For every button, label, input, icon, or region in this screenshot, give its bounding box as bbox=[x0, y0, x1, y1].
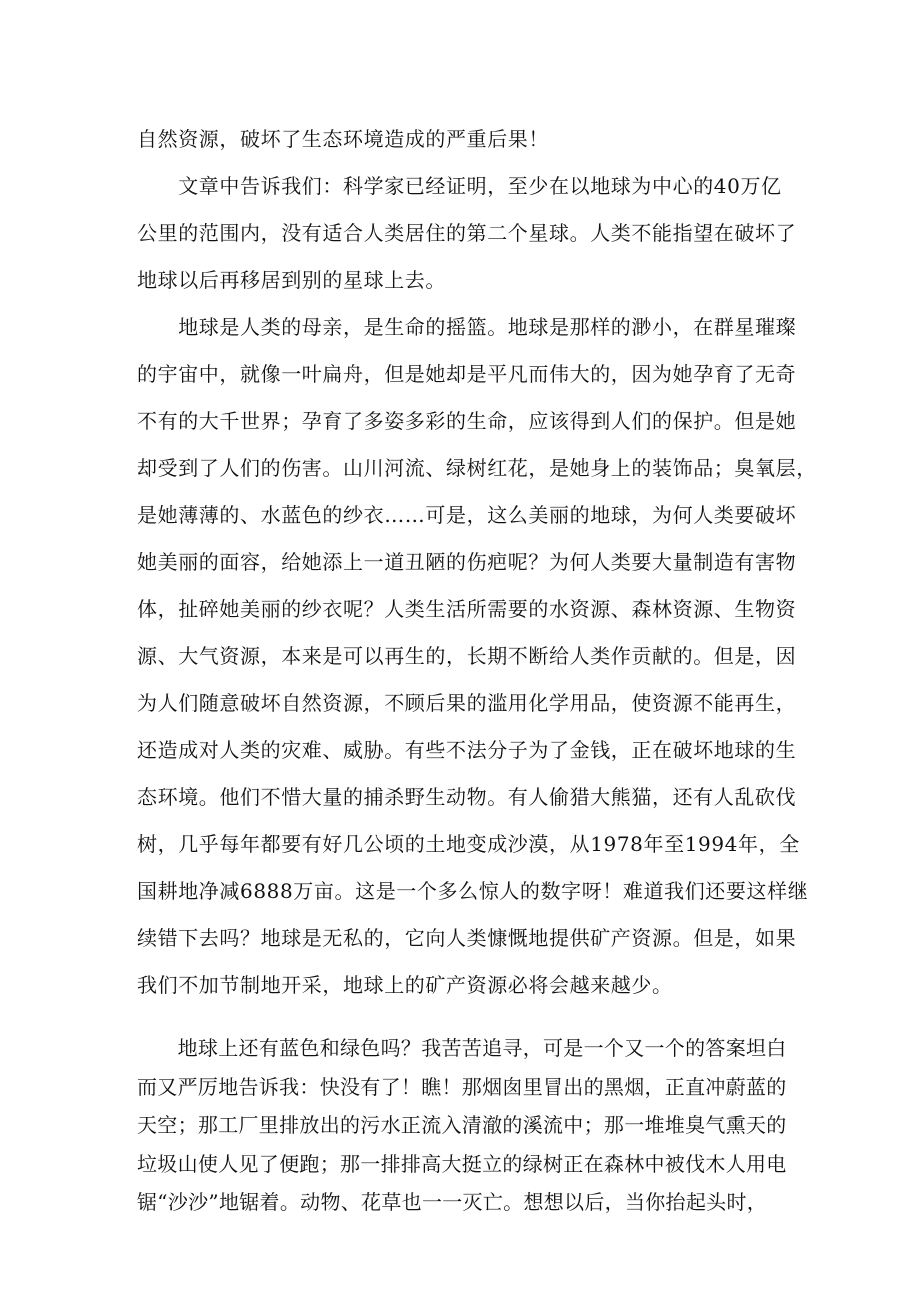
text-line: 国耕地净减6888万亩。这是一个多么惊人的数字呀！难道我们还要这样继 bbox=[137, 879, 809, 903]
text-line: 还造成对人类的灾难、威胁。有些不法分子为了金钱，正在破坏地球的生 bbox=[137, 738, 797, 762]
text-line: 公里的范围内，没有适合人类居住的第二个星球。人类不能指望在破坏了 bbox=[137, 221, 797, 245]
text-line: 而又严厉地告诉我：快没有了！瞧！那烟囱里冒出的黑烟，正直冲蔚蓝的 bbox=[137, 1074, 787, 1099]
paragraph-3 bbox=[137, 304, 817, 1009]
text-line: 是她薄薄的、水蓝色的纱衣……可是，这么美丽的地球，为何人类要破坏 bbox=[137, 503, 797, 527]
text-line: 地球上还有蓝色和绿色吗？我苦苦追寻，可是一个又一个的答案坦白 bbox=[137, 1036, 787, 1060]
text-line: 为人们随意破坏自然资源，不顾后果的滥用化学用品，使资源不能再生， bbox=[137, 691, 797, 715]
text-line: 地球以后再移居到别的星球上去。 bbox=[137, 268, 446, 292]
paragraph-4 bbox=[137, 1029, 797, 1222]
text-line: 锯“沙沙”地锯着。动物、花草也一一灭亡。想想以后，当你抬起头时， bbox=[137, 1190, 768, 1214]
text-line: 自然资源，破坏了生态环境造成的严重后果！ bbox=[137, 127, 549, 151]
text-line: 体，扯碎她美丽的纱衣呢？人类生活所需要的水资源、森林资源、生物资 bbox=[137, 597, 797, 621]
text-line: 不有的大千世界；孕育了多姿多彩的生命，应该得到人们的保护。但是她 bbox=[137, 409, 797, 433]
text-line: 的宇宙中，就像一叶扁舟，但是她却是平凡而伟大的，因为她孕育了无奇 bbox=[137, 362, 797, 386]
text-line: 垃圾山使人见了便跑；那一排排高大挺立的绿树正在森林中被伐木人用电 bbox=[137, 1151, 787, 1176]
text-line: 文章中告诉我们：科学家已经证明，至少在以地球为中心的40万亿 bbox=[137, 174, 782, 198]
text-line: 天空；那工厂里排放出的污水正流入清澈的溪流中；那一堆堆臭气熏天的 bbox=[137, 1113, 787, 1137]
text-line: 却受到了人们的伤害。山川河流、绿树红花，是她身上的装饰品；臭氧层， bbox=[137, 456, 817, 480]
text-line: 源、大气资源，本来是可以再生的，长期不断给人类作贡献的。但是，因 bbox=[137, 644, 797, 668]
paragraph-1 bbox=[137, 116, 797, 163]
paragraph-2 bbox=[137, 163, 797, 304]
text-line: 续错下去吗？地球是无私的，它向人类慷慨地提供矿产资源。但是，如果 bbox=[137, 926, 797, 950]
text-line: 我们不加节制地开采，地球上的矿产资源必将会越来越少。 bbox=[137, 973, 673, 997]
text-line: 她美丽的面容，给她添上一道丑陋的伤疤呢？为何人类要大量制造有害物 bbox=[137, 550, 797, 574]
text-line: 树，几乎每年都要有好几公顷的土地变成沙漠，从1978年至1994年，全 bbox=[137, 832, 800, 856]
text-line: 态环境。他们不惜大量的捕杀野生动物。有人偷猎大熊猫，还有人乱砍伐 bbox=[137, 785, 797, 809]
text-line: 地球是人类的母亲，是生命的摇篮。地球是那样的渺小，在群星璀璨 bbox=[137, 315, 797, 339]
